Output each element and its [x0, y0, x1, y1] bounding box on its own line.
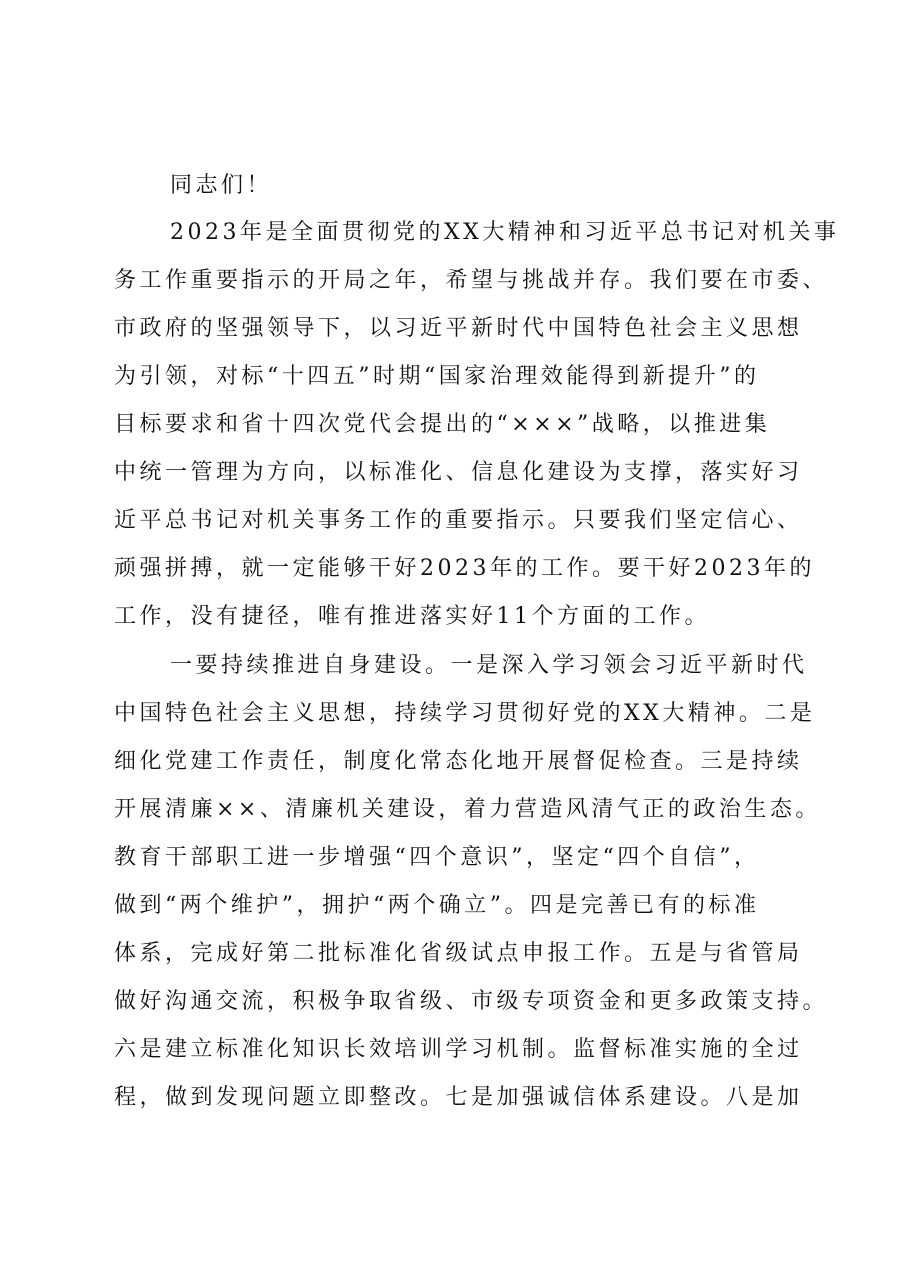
paragraph-2-line: 中国特色社会主义思想，持续学习贯彻好党的XX大精神。二是 — [114, 701, 816, 726]
paragraph-1-line: 中统一管理为方向，以标准化、信息化建设为支撑，落实好习 — [114, 460, 803, 485]
paragraph-2-line: 六是建立标准化知识长效培训学习机制。监督标准实施的全过 — [114, 1037, 803, 1062]
paragraph-1-line: 工作，没有捷径，唯有推进落实好11个方面的工作。 — [114, 604, 710, 629]
paragraph-1-line: 市政府的坚强领导下，以习近平新时代中国特色社会主义思想 — [114, 316, 803, 341]
paragraph-2-line: 细化党建工作责任，制度化常态化地开展督促检查。三是持续 — [114, 749, 803, 774]
salutation: 同志们！ — [170, 173, 273, 198]
paragraph-2-line: 开展清廉××、清廉机关建设，着力营造风清气正的政治生态。 — [114, 797, 821, 822]
paragraph-2-line: 做好沟通交流，积极争取省级、市级专项资金和更多政策支持。 — [114, 989, 829, 1014]
paragraph-2-line: 体系，完成好第二批标准化省级试点申报工作。五是与省管局 — [114, 941, 803, 966]
paragraph-1-line: 2023年是全面贯彻党的XX大精神和习近平总书记对机关事 — [170, 220, 840, 245]
paragraph-1-line: 务工作重要指示的开局之年，希望与挑战并存。我们要在市委、 — [114, 268, 829, 293]
paragraph-2-line: 程，做到发现问题立即整改。七是加强诚信体系建设。八是加 — [114, 1085, 803, 1110]
paragraph-1-line: 顽强拼搏，就一定能够干好2023年的工作。要干好2023年的 — [114, 556, 815, 581]
paragraph-2-line: 教育干部职工进一步增强“四个意识”，坚定“四个自信”， — [114, 845, 760, 870]
paragraph-1-line: 近平总书记对机关事务工作的重要指示。只要我们坚定信心、 — [114, 508, 803, 533]
paragraph-2-line: 一要持续推进自身建设。一是深入学习领会习近平新时代 — [170, 653, 808, 678]
paragraph-2-line: 做到“两个维护”，拥护“两个确立”。四是完善已有的标准 — [114, 893, 760, 918]
paragraph-1-line: 目标要求和省十四次党代会提出的“×××”战略，以推进集 — [114, 412, 771, 437]
paragraph-1-line: 为引领，对标“十四五”时期“国家治理效能得到新提升”的 — [114, 364, 760, 389]
